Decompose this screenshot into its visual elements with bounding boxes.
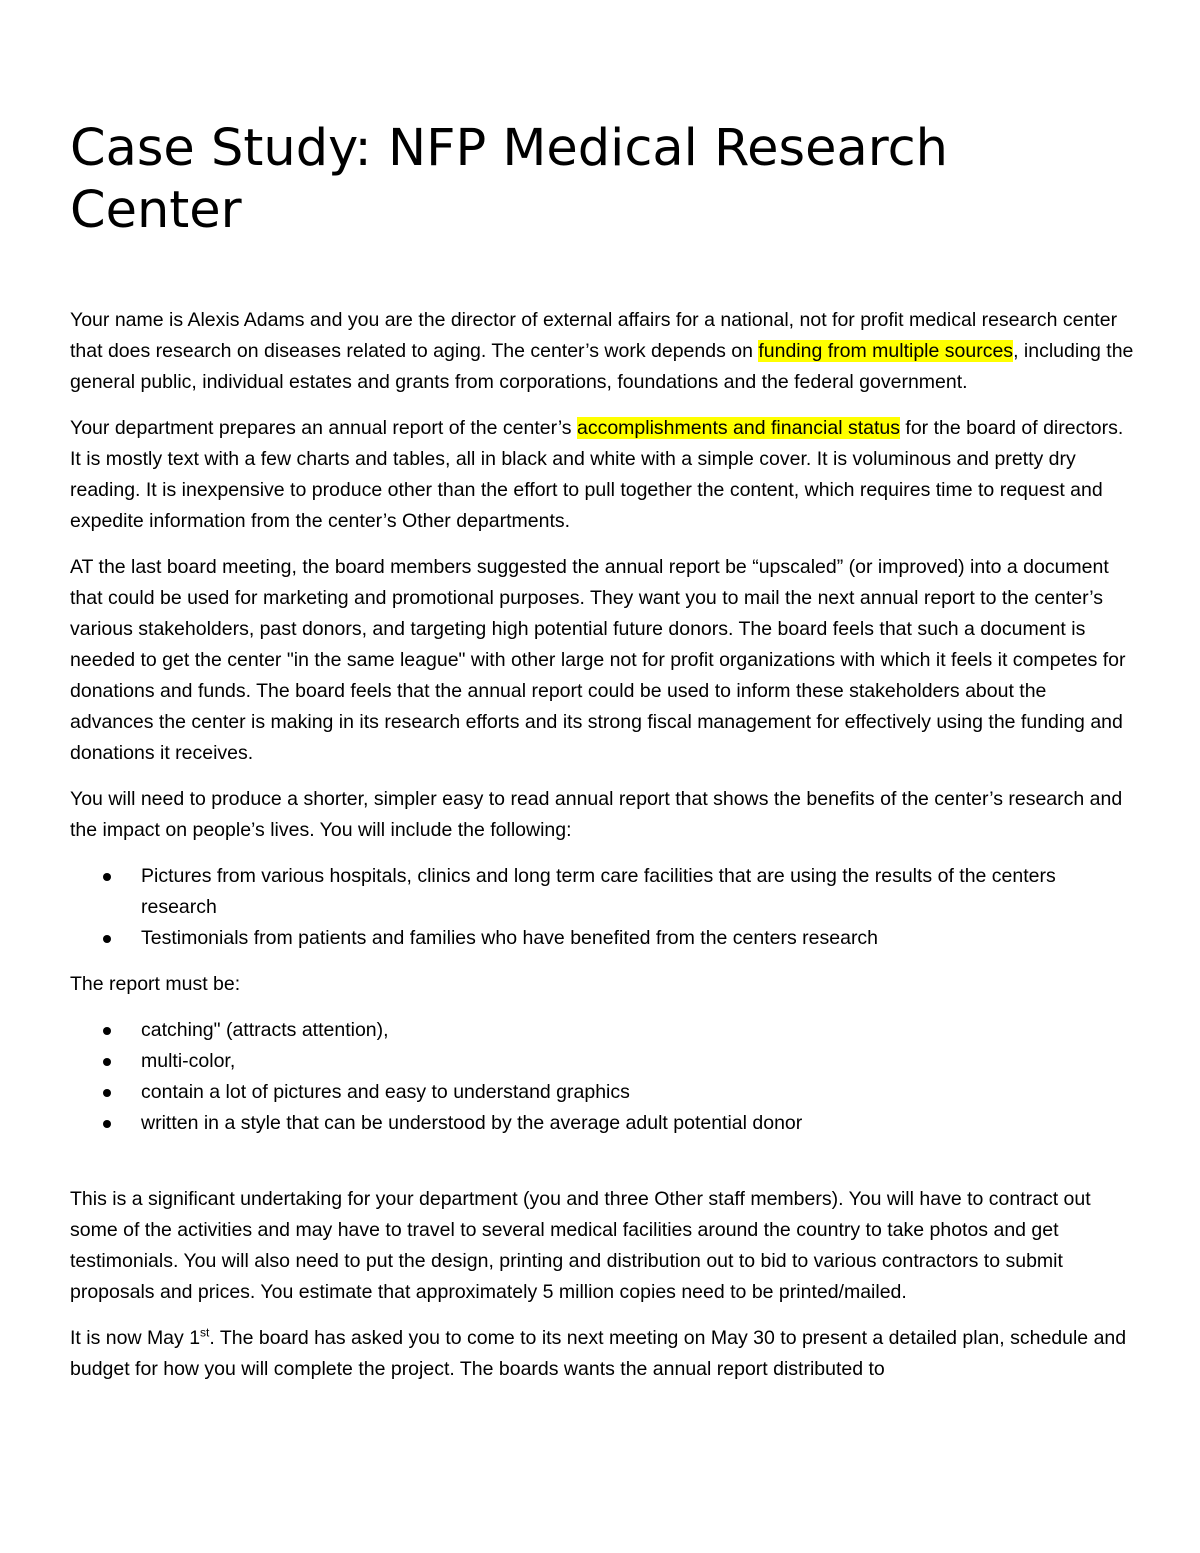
bullet-icon: [103, 1027, 111, 1035]
list-item-text: contain a lot of pictures and easy to understand graphics: [141, 1081, 630, 1103]
paragraph-deadline-text-end: . The board has asked you to come to its next meeting on May 30 to present a detailed plan, schedule and budget for how you will complete the project. The boards wants the annual report distributed to: [70, 1327, 1127, 1380]
bullet-icon: [103, 1058, 111, 1066]
paragraph-board-meeting: AT the last board meeting, the board members suggested the annual report be “upscaled” (or improved) into a document that could be used for marketing and promotional purposes. They want you to mail the next annual report to the center’s various stakeholders, past donors, and targeting high potential future donors. The board feels that such a document is needed to get the center "in the same league" with other large not for profit organizations with which it feels it competes for donations and funds. The board feels that the annual report could be used to inform these stakeholders about the advances the center is making in its research efforts and its strong fiscal management for effectively using the funding and donations it receives.: [70, 556, 1126, 764]
list-item: [70, 1077, 1135, 1108]
highlight-accomplishments: accomplishments and financial status: [576, 417, 900, 439]
list-item: [70, 1015, 1135, 1046]
list-item-text: Pictures from various hospitals, clinics and long term care facilities that are using the results of the centers research: [141, 865, 1056, 918]
paragraph-report-must-be: The report must be:: [70, 973, 241, 995]
document-content: [70, 118, 1135, 1400]
bullet-icon: [103, 1089, 111, 1097]
bullet-icon: [103, 873, 111, 881]
paragraph-intro-text-start: Your name is Alexis Adams and you are the director of external affairs for a national, not for profit medical research center that does research on diseases related to aging. The center’s work depends on: [70, 309, 1118, 362]
list-item: [70, 923, 1135, 954]
paragraph-requirements-intro: You will need to produce a shorter, simpler easy to read annual report that shows the benefits of the center’s research and the impact on people’s lives. You will include the following:: [70, 788, 1123, 841]
must-list: [70, 1015, 1135, 1139]
list-item: [70, 1046, 1135, 1077]
paragraph-deadline: [70, 1323, 1135, 1385]
highlight-funding-sources: funding from multiple sources: [758, 340, 1014, 362]
blank-line: [70, 1139, 1135, 1170]
include-list: [70, 861, 1135, 954]
bullet-icon: [103, 1120, 111, 1128]
list-item-text: written in a style that can be understood by the average adult potential donor: [141, 1112, 803, 1134]
paragraph-annual-report-text-start: Your department prepares an annual report of the center’s: [70, 417, 577, 439]
list-item: [70, 1108, 1135, 1139]
list-item-text: catching" (attracts attention),: [141, 1019, 389, 1041]
title-spacer: [70, 242, 1135, 305]
document-title: Case Study: NFP Medical Research Center: [70, 119, 948, 240]
paragraph-annual-report-text-end: for the board of directors. It is mostly text with a few charts and tables, all in black and white with a simple cover. It is voluminous and pretty dry reading. It is inexpensive to produce other than the effort to pull together the content, which requires time to request and expedite information from the center’s Other departments.: [70, 417, 1124, 532]
list-item: [70, 861, 1135, 923]
paragraph-intro: [70, 305, 1135, 398]
document-body: [70, 305, 1135, 1385]
date-ordinal-suffix: st: [200, 1325, 210, 1340]
bullet-icon: [103, 935, 111, 943]
paragraph-intro-text-end: , including the general public, individual estates and grants from corporations, foundations and the federal government.: [70, 340, 1134, 393]
paragraph-deadline-text-start: It is now May 1: [70, 1327, 201, 1349]
paragraph-undertaking: This is a significant undertaking for your department (you and three Other staff members). You will have to contract out some of the activities and may have to travel to several medical facilities around the country to take photos and get testimonials. You will also need to put the design, printing and distribution out to bid to various contractors to submit proposals and prices. You estimate that approximately 5 million copies need to be printed/mailed.: [70, 1188, 1091, 1303]
list-item-text: multi-color,: [141, 1050, 236, 1072]
paragraph-annual-report: [70, 413, 1135, 537]
list-item-text: Testimonials from patients and families who have benefited from the centers research: [141, 927, 879, 949]
